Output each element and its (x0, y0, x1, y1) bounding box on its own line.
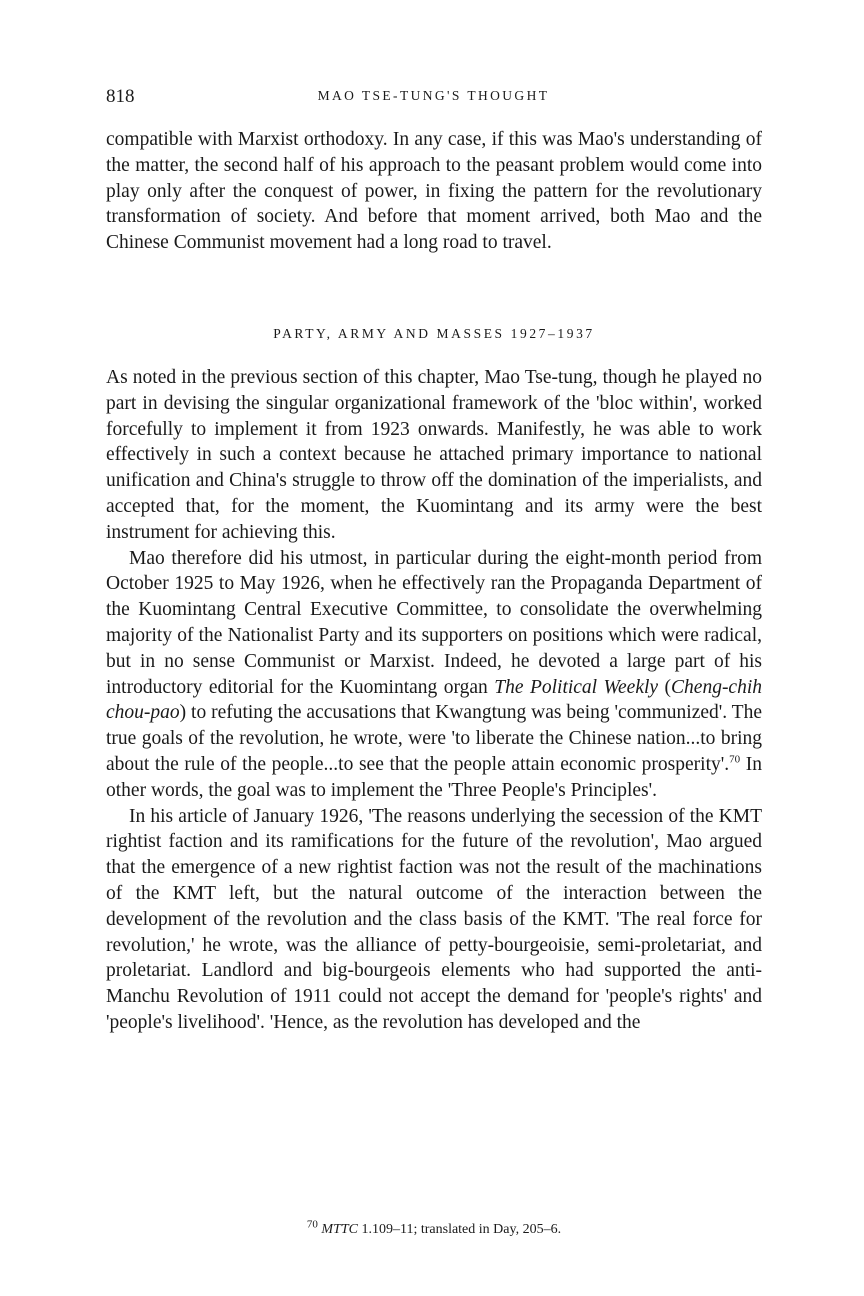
journal-title-romanized: Cheng-chih chou-pao (106, 676, 763, 724)
paragraph-2-text-c: ) to refuting the accusations that Kwangtung was being 'communized'. The true goals of the revolution, he wrote, were 'to liberate the Chinese nation...to bring about the rule of the people...to see that the people attain economic prosperity'. (106, 702, 762, 775)
continued-paragraph-block (106, 127, 762, 256)
section-heading: PARTY, ARMY AND MASSES 1927–1937 (273, 326, 595, 341)
journal-title: The Political Weekly (494, 676, 659, 698)
paragraph-2-text-b: ( (658, 676, 672, 698)
footnote-reference: 70 (729, 753, 741, 766)
footnote-source: MTTC (321, 1222, 358, 1237)
body-paragraph-2 (106, 546, 762, 804)
running-title: MAO TSE-TUNG'S THOUGHT (317, 88, 550, 103)
running-head (106, 86, 761, 112)
paragraph-2-text-a: Mao therefore did his utmost, in particular during the eight-month period from October 1925 to May 1926, when he effectively ran the Propaganda Department of the Kuomintang Central Executive Committee, to consolidate the overwhelming majority of the Nationalist Party and its supporters on positions which were radical, but in no sense Communist or Marxist. Indeed, he devoted a large part of his introductory editorial for the Kuomintang organ (106, 547, 762, 698)
body-paragraph-1: As noted in the previous section of this chapter, Mao Tse-tung, though he played no part in devising the singular organizational framework of the 'bloc within', worked forcefully to implement it from 1923 onwards. Manifestly, he was able to work effectively in such a context because he attached primary importance to national unification and China's struggle to throw off the domination of the imperialists, and accepted that, for the moment, the Kuomintang and its army were the best instrument for achieving this. (106, 367, 762, 543)
paragraph-2-text-d: In other words, the goal was to implement the 'Three People's Principles'. (106, 753, 762, 801)
section-body (106, 365, 762, 1036)
footnote-number: 70 (306, 1218, 318, 1231)
body-paragraph-3: In his article of January 1926, 'The reasons underlying the secession of the KMT rightist faction and its ramifications for the future of the revolution', Mao argued that the emergence of a new rightist faction was not the result of the machinations of the KMT left, but the natural outcome of the interaction between the development of the revolution and the class basis of the KMT. 'The real force for revolution,' he wrote, was the alliance of petty-bourgeoisie, semi-proletariat, and proletariat. Landlord and big-bourgeois elements who had supported the anti-Manchu Revolution of 1911 could not accept the demand for 'people's rights' and 'people's livelihood'. 'Hence, as the revolution has developed and the (106, 805, 762, 1033)
footnote (106, 1218, 762, 1238)
footnote-text: 1.109–11; translated in Day, 205–6. (357, 1222, 562, 1237)
continued-paragraph: compatible with Marxist orthodoxy. In any case, if this was Mao's understanding of the matter, the second half of his approach to the peasant problem would come into play only after the conquest of power, in fixing the pattern for the revolutionary transformation of society. And before that moment arrived, both Mao and the Chinese Communist movement had a long road to travel. (106, 129, 762, 254)
page-number: 818 (106, 86, 135, 107)
